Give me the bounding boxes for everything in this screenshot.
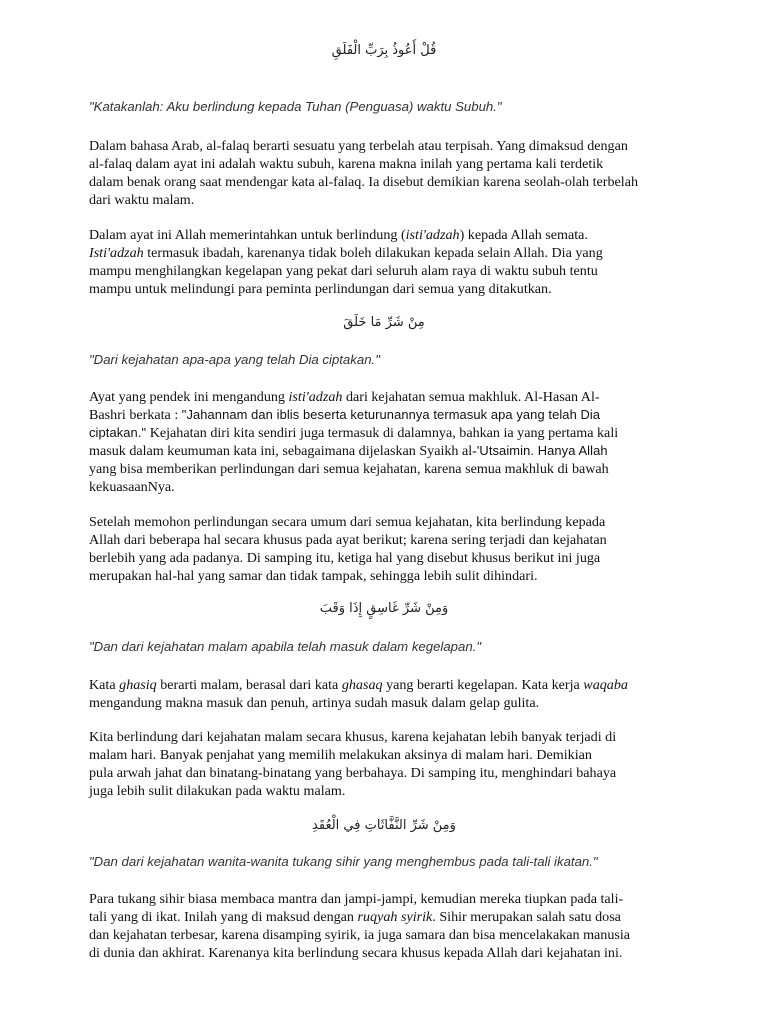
paragraph-ghasiq xyxy=(89,676,679,712)
text-line: dalam benak orang saat mendengar kata al-falaq. Ia disebut demikian karena seolah-olah terbelah xyxy=(89,174,639,190)
term-istiadzah: isti'adzah xyxy=(405,227,460,243)
verse-1-translation: "Katakanlah: Aku berlindung kepada Tuhan (Penguasa) waktu Subuh." xyxy=(89,99,502,114)
verse-2-arabic: مِنْ شَرِّ مَا خَلَقَ xyxy=(343,315,425,330)
verse-4-arabic: وَمِنْ شَرِّ النَّفَّاثَاتِ فِي الْعُقَدِ xyxy=(312,818,456,833)
text-line: mampu menghilangkan kegelapan yang pekat dari seluruh alam raya di waktu subuh tentu xyxy=(89,263,598,279)
hasan-basri-quote: "Jahannam dan iblis beserta keturunannya termasuk apa yang telah Dia xyxy=(181,407,601,422)
text-line: Dalam bahasa Arab, al-falaq berarti sesuatu yang terbelah atau terpisah. Yang dimaksud dengan xyxy=(89,138,628,154)
paragraph-istiadzah xyxy=(89,226,679,298)
text-line: dari waktu malam. xyxy=(89,192,195,208)
text-line: mengandung makna masuk dan penuh, artinya sudah masuk dalam gelap gulita. xyxy=(89,695,540,711)
text-line: Setelah memohon perlindungan secara umum dari semua kejahatan, kita berlindung kepada xyxy=(89,514,606,530)
text-line: berlebih yang ada padanya. Di samping itu, ketiga hal yang disebut khusus berikut ini juga xyxy=(89,550,601,566)
paragraph-al-falaq-meaning xyxy=(89,137,679,209)
text-line: Dalam ayat ini Allah memerintahkan untuk berlindung (isti'adzah) kepada Allah semata. xyxy=(89,227,588,243)
term-istiadzah: Isti'adzah xyxy=(89,245,144,261)
paragraph-sihir xyxy=(89,890,679,962)
verse-3-translation: "Dan dari kejahatan malam apabila telah masuk dalam kegelapan." xyxy=(89,639,482,654)
term-waqaba: waqaba xyxy=(583,677,628,693)
text-line: di dunia dan akhirat. Karenanya kita berlindung secara khusus kepada Allah dari kejahatan ini. xyxy=(89,945,623,961)
term-ghasiq: ghasiq xyxy=(119,677,157,693)
paragraph-three-things xyxy=(89,513,679,585)
term-ruqyah-syirik: ruqyah syirik xyxy=(357,909,433,925)
paragraph-makhluk xyxy=(89,388,679,496)
term-istiadzah: isti'adzah xyxy=(288,389,343,405)
text-line: Para tukang sihir biasa membaca mantra dan jampi-jampi, kemudian mereka tiupkan pada tali- xyxy=(89,891,624,907)
text-line: malam hari. Banyak penjahat yang memilih melakukan aksinya di malam hari. Demikian xyxy=(89,747,592,763)
text-line: kekuasaanNya. xyxy=(89,479,175,495)
text-line: ciptakan." Kejahatan diri kita sendiri juga termasuk di dalamnya, bahkan ia yang pertama kali xyxy=(89,425,619,441)
text-line: Kita berlindung dari kejahatan malam secara khusus, karena kejahatan lebih banyak terjadi di xyxy=(89,729,617,745)
text-line: Allah dari beberapa hal secara khusus pada ayat berikut; karena sering terjadi dan kejahatan xyxy=(89,532,607,548)
text-line: mampu untuk melindungi para peminta perlindungan dari semua yang ditakutkan. xyxy=(89,281,552,297)
verse-2-translation: "Dari kejahatan apa-apa yang telah Dia ciptakan." xyxy=(89,352,380,367)
text-line: Kata ghasiq berarti malam, berasal dari kata ghasaq yang berarti kegelapan. Kata kerja waqaba xyxy=(89,677,628,693)
term-ghasaq: ghasaq xyxy=(341,677,383,693)
verse-3-arabic: وَمِنْ شَرِّ غَاسِقٍ إِذَا وَقَبَ xyxy=(319,601,449,616)
text-line: Bashri berkata : "Jahannam dan iblis beserta keturunannya termasuk apa yang telah Dia xyxy=(89,407,601,423)
text-line: merupakan hal-hal yang samar dan tidak tampak, sehingga lebih sulit dihindari. xyxy=(89,568,538,584)
text-line: pula arwah jahat dan binatang-binatang yang berbahaya. Di samping itu, menghindari bahaya xyxy=(89,765,617,781)
text-line: Ayat yang pendek ini mengandung isti'adzah dari kejahatan semua makhluk. Al-Hasan Al- xyxy=(89,389,600,405)
text-line: masuk dalam keumuman kata ini, sebagaimana dijelaskan Syaikh al-'Utsaimin. Hanya Allah xyxy=(89,443,608,459)
verse-4-translation: "Dan dari kejahatan wanita-wanita tukang sihir yang menghembus pada tali-tali ikatan." xyxy=(89,854,598,869)
text-line: al-falaq dalam ayat ini adalah waktu subuh, karena makna inilah yang pertama kali terdetik xyxy=(89,156,604,172)
text-line: Isti'adzah termasuk ibadah, karenanya tidak boleh dilakukan kepada selain Allah. Dia yang xyxy=(89,245,603,261)
paragraph-night xyxy=(89,728,679,800)
verse-1-arabic: قُلْ أَعُوذُ بِرَبِّ الْفَلَقِ xyxy=(331,43,437,58)
text-line: juga lebih sulit dilakukan pada waktu malam. xyxy=(89,783,346,799)
text-line: tali yang di ikat. Inilah yang di maksud dengan ruqyah syirik. Sihir merupakan salah satu dosa xyxy=(89,909,621,925)
text-line: dan kejahatan terbesar, karena disamping syirik, ia juga samara dan bisa mencelakakan manusia xyxy=(89,927,631,943)
hasan-basri-quote: ciptakan." xyxy=(89,425,147,440)
text-line: yang bisa memberikan perlindungan dari semua kejahatan, karena semua makhluk di bawah xyxy=(89,461,609,477)
